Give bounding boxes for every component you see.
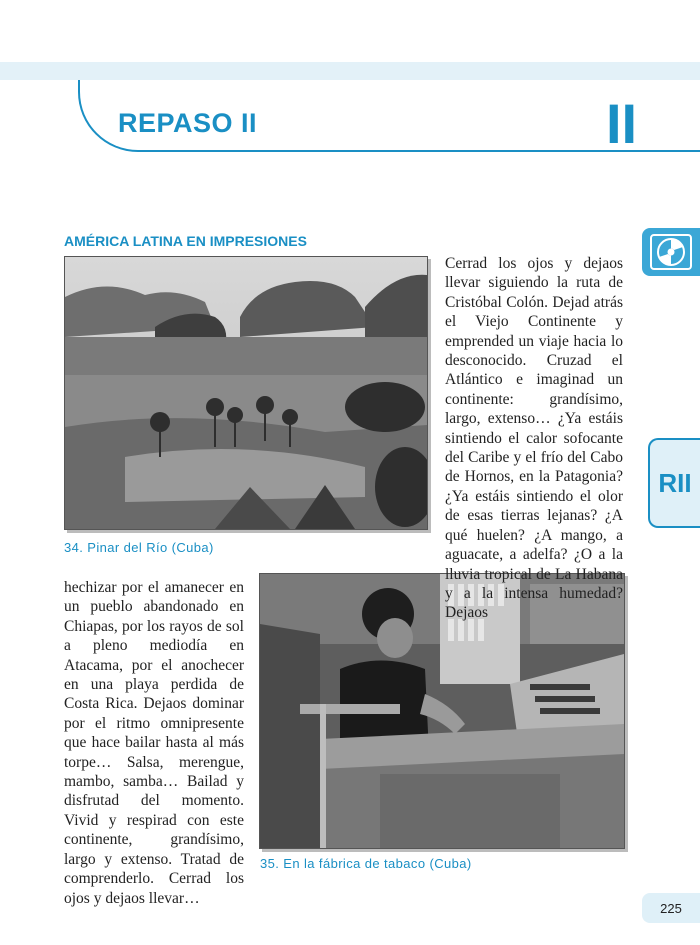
figure-34-caption: 34. Pinar del Río (Cuba) <box>64 540 214 555</box>
unit-numeral: II <box>606 92 638 155</box>
page-number: 225 <box>642 893 700 923</box>
valley-landscape-image <box>65 257 427 529</box>
body-text-part2: hechizar por el amanecer en un pueblo abandonado en Chiapas, por los rayos de sol a pleno mediodía en Atacama, por el anochecer en una playa perdida de Costa Rica. Dejaos dominar por el ritmo omnipresente que hace bailar hasta al más torpe… Salsa, merengue, mambo, samba… Bailad y disfrutad del momento. Vivid y respirad con este continente, grandísimo, largo y extenso. Tratad de comprenderlo. Cerrad los ojos y dejaos llevar… <box>64 579 244 907</box>
unit-tab-rii[interactable]: RII <box>648 438 700 528</box>
body-text-part1: Cerrad los ojos y dejaos llevar siguiendo la ruta de Cristóbal Colón. Dejad atrás el Viejo Continente y emprended un viaje hacia lo desconocido. Cruzad el Atlántico e imaginad un continente: grandísimo, largo, extenso… ¿Ya estáis sintiendo el calor sofocante del Caribe y el frío del Cabo de Hornos, en la Patagonia? ¿Ya estáis sintiendo el olor de esas tierras lejanas? ¿A qué huelen? ¿A mango, a aguacate, a adelfa? ¿O a la lluvia tropical de La Habana y a la intensa humedad? Dejaos <box>445 255 623 622</box>
cd-audio-icon <box>650 234 692 270</box>
page-title: REPASO II <box>118 108 258 138</box>
header-band <box>0 62 700 80</box>
figure-35-caption: 35. En la fábrica de tabaco (Cuba) <box>260 856 472 871</box>
photo-pinar-del-rio <box>64 256 428 530</box>
section-heading: AMÉRICA LATINA EN IMPRESIONES <box>64 233 307 249</box>
audio-track-tab[interactable] <box>642 228 700 276</box>
